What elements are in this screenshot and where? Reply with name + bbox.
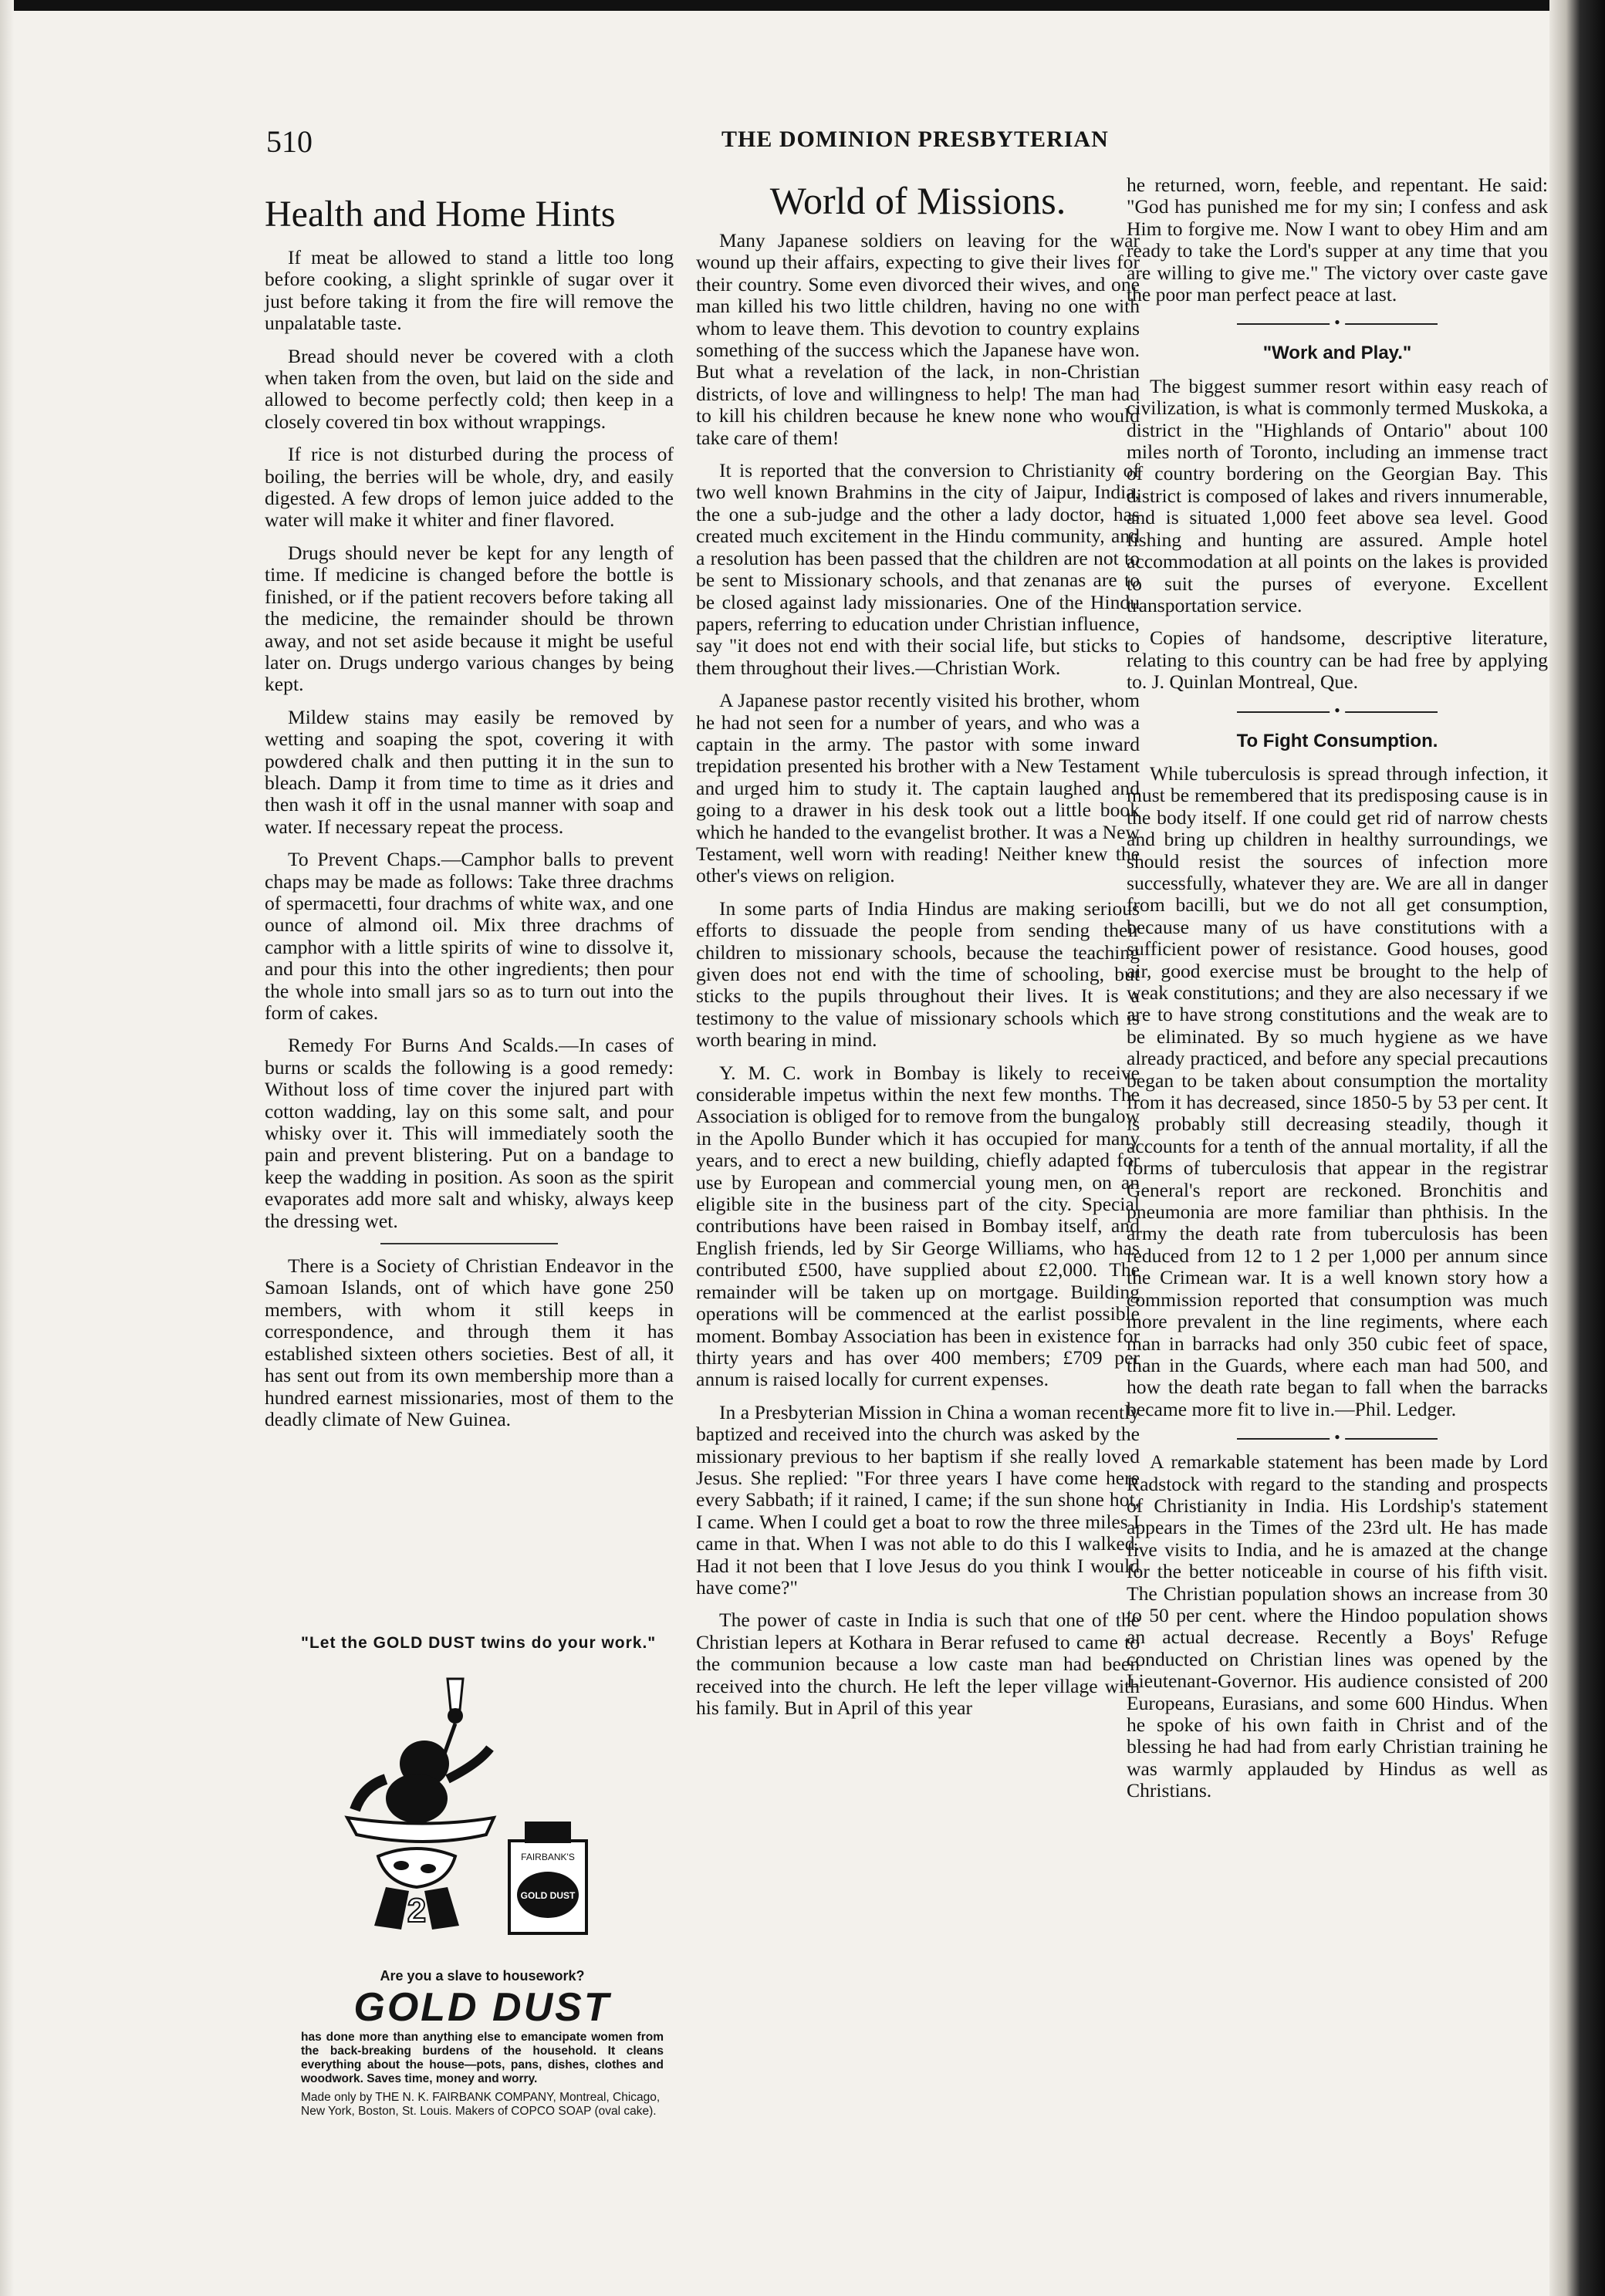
consumption-title: To Fight Consumption. bbox=[1236, 730, 1438, 751]
ad-maker-text: Made only by THE N. K. FAIRBANK COMPANY, Montreal, Chicago, New York, Boston, St. Louis. Makers of COPCO SOAP (oval cake). bbox=[301, 2091, 661, 2118]
running-head: THE DOMINION PRESBYTERIAN bbox=[721, 127, 1109, 152]
ad-box-label: GOLD DUST bbox=[520, 1890, 576, 1901]
ad-body-text: has done more than anything else to emancipate women from the back-breaking burdens of the household. It cleans everything about the house—pots, pans, dishes, clothes and woodwork. Saves time, money and worry. bbox=[301, 2031, 664, 2085]
scan-border-right bbox=[1549, 0, 1605, 2296]
work-paragraph: Copies of handsome, descriptive literature, relating to this country can be had free by applying to. J. Quinlan Montreal, Que. bbox=[1127, 626, 1548, 694]
scan-border-left bbox=[0, 0, 14, 2296]
svg-text:2: 2 bbox=[407, 1892, 427, 1930]
ornament-divider bbox=[1237, 1431, 1438, 1447]
health-paragraph: Remedy For Burns And Scalds.—In cases of burns or scalds the following is a good remedy: Without loss of time cover the injured part with cotton wadding, lay on this some salt, and pour whisky over it. This will immediately sooth the pain and prevent blistering. Put on a bandage to keep the wadding in position. As soon as the spirit evaporates add more salt and whisky, always keep the dressing wet. bbox=[265, 1034, 674, 1232]
missions-paragraph: Many Japanese soldiers on leaving for the war wound up their affairs, expecting to give their lives for their country. Some even divorced their wives, and one man killed his two little children, having no one with whom to leave them. This devotion to country explains something of the success which the Japanese have won. But what a revelation of the lack, in non-Christian districts, of love and willingness to help! The man had to kill his children because he knew none who would take care of them! bbox=[696, 229, 1140, 449]
missions-paragraph: A Japanese pastor recently visited his brother, whom he had not seen for a number of years, and who was a captain in the army. The pastor with some inward trepidation presented his brother with a New Testament and urged him to study it. The captain laughed and going to a drawer in his desk took out a little book which he handed to the evangelist brother. It was a New Testament, well worn with reading! Neither knew the other's views on religion. bbox=[696, 689, 1140, 887]
ad-slogan: "Let the GOLD DUST twins do your work." bbox=[301, 1634, 657, 1652]
endeavor-paragraph: There is a Society of Christian Endeavor in the Samoan Islands, ont of which have gone 250 members, with whom it still keeps in correspondence, and through them it has established sixteen others societies. Best of all, it has sent out from its own membership more than a hundred earnest missionaries, most of them to the deadly climate of New Guinea. bbox=[265, 1254, 674, 1430]
page-number: 510 bbox=[266, 124, 313, 159]
work-paragraph: The biggest summer resort within easy reach of civilization, is what is commonly termed Muskoka, a district in the "Highlands of Ontario" about 100 miles north of Toronto, including an immense tract of country bordering on the Georgian Bay. This district is composed of lakes and rivers innumerable, and is situated 1,000 feet above sea level. Good fishing and hunting are assured. Ample hotel accommodation at all points on the lakes is provided to suit the purses of everyone. Excellent transportation service. bbox=[1127, 374, 1548, 616]
health-paragraph: Drugs should never be kept for any length of time. If medicine is changed before the bottle is finished, or if the patient recovers before taking all the medicine, the remainder should be thrown away, and not set aside because it might be useful later on. Drugs undergo various changes by being kept. bbox=[265, 541, 674, 696]
missions-title: World of Missions. bbox=[769, 179, 1066, 222]
consumption-paragraph: While tuberculosis is spread through infection, it must be remembered that its predisposing cause is in the body itself. If one could get rid of narrow chests and bring up children in healthy surroundings, we should resist the sources of infection more successfully, whatever they are. We are all in danger from bacilli, but we do not all get consumption, because many of us have constitutions with a sufficient power of resistance. Good houses, good air, good exercise must be brought to the help of weak constitutions; and they are also necessary if we are to have strong constitutions and the weak are to be eliminated. By so much hygiene as we have already practiced, and before any special precautions began to be taken about consumption the mortality from it has decreased, since 1850-5 by 53 per cent. It is probably still decreasing steadily, though it accounts for a tenth of the annual mortality, if all the forms of tuberculosis that appear in the registrar General's report are reckoned. Bronchitis and pneumonia are more familiar than phthisis. In the army the death rate from tuberculosis has been reduced from 12 to 1 2 per 1,000 per annum since the Crimean war. It is a well known story how a commission reported that consumption was much more prevalent in the line regiments, where each man in barracks had only 350 cubic feet of space, than in the Guards, where each man had 500, and how the death rate began to fall when the barracks became more fit to live in.—Phil. Ledger. bbox=[1127, 761, 1548, 1420]
ad-product-name: GOLD DUST bbox=[353, 1985, 611, 2030]
ad-question: Are you a slave to housework? bbox=[380, 1968, 585, 1984]
work-and-play-title: "Work and Play." bbox=[1262, 343, 1412, 364]
health-paragraph: Bread should never be covered with a cloth when taken from the oven, but laid on the side and allowed to become perfectly cold; then keep in a closely covered tin box without wrappings. bbox=[265, 344, 674, 433]
health-column bbox=[265, 177, 674, 1441]
radstock-paragraph: A remarkable statement has been made by Lord Radstock with regard to the standing and prospects of Christianity in India. His Lordship's statement appears in the Times of the 23rd ult. He has made five visits to India, and he is amazed at the change for the better noticeable in course of his fifth visit. The Christian population shows an increase from 30 to 50 per cent. where the Hindoo population shows an actual decrease. Recently a Boys' Refuge conducted on Christian lines was opened by the Lieutenant-Governor. His audience consisted of 200 Europeans, Eurasians, and some 600 Hindus. When he spoke of his own faith in Christ and of the blessing he had had from early Christian training he was warmly applauded by Hindus as well as Christians. bbox=[1127, 1450, 1548, 1802]
health-paragraph: If meat be allowed to stand a little too long before cooking, a slight sprinkle of sugar over it just before taking it from the fire will remove the unpalatable taste. bbox=[265, 246, 674, 335]
ornament-divider bbox=[1237, 704, 1438, 720]
health-title: Health and Home Hints bbox=[265, 194, 616, 235]
ornament-divider bbox=[1237, 316, 1438, 332]
gold-dust-ad bbox=[301, 1634, 664, 2119]
third-column bbox=[1127, 174, 1548, 1813]
health-paragraph: To Prevent Chaps.—Camphor balls to prevent chaps may be made as follows: Take three drachms of spermacetti, four drachms of white wax, and one ounce of almond oil. Mix three drachms of camphor with a little spirits of wine to dissolve it, and pour this into the other ingredients; then pour the whole into small jars so as to turn out into the form of cakes. bbox=[265, 848, 674, 1024]
gold-dust-twins-illustration bbox=[301, 1663, 664, 1957]
missions-paragraph: Y. M. C. work in Bombay is likely to receive considerable impetus within the next few months. The Association is obliged for to remove from the bungalow in the Apollo Bunder which it has occupied for many years, and to erect a new building, chiefly adapted for use by European and commercial young men, on an eligible site in the business part of the city. Special contributions have been raised in Bombay itself, and English friends, led by Sir George Williams, who has contributed £500, have supplied about £2,000. The remainder will be taken up on mortgage. Building operations will be commenced at the earlist possible moment. Bombay Association has been in existence for thirty years and has over 400 members; £709 per annum is raised locally for current expenses. bbox=[696, 1061, 1140, 1391]
missions-column bbox=[696, 177, 1140, 1730]
section-divider bbox=[380, 1243, 558, 1244]
missions-paragraph: In some parts of India Hindus are making serious efforts to dissuade the people from sending their children to missionary schools, because the teaching given does not end with the time of schooling, but sticks to the pupils throughout their lives. It is a testimony to the value of missionary schools which is worth bearing in mind. bbox=[696, 896, 1140, 1052]
missions-continuation: he returned, worn, feeble, and repentant. He said: "God has punished me for my sin; I confess and ask Him to forgive me. Now I want to obey Him and am ready to take the Lord's supper at any time that you are willing to give me." The victory over caste gave the poor man perfect peace at last. bbox=[1127, 174, 1548, 306]
health-paragraph: Mildew stains may easily be removed by wetting and soaping the spot, covering it with powdered chalk and then putting it in the sun to bleach. Damp it from time to time as it dries and then wash it off in the usnal manner with soap and water. If necessary repeat the process. bbox=[265, 705, 674, 838]
missions-paragraph: It is reported that the conversion to Christianity of two well known Brahmins in the city of Jaipur, India, the one a sub-judge and the other a lady doctor, has created much excitement in the Hindu community, and a resolution has been passed that the children are not to be sent to Missionary schools, and that zenanas are to be closed against lady missionaries. One of the Hindu papers, referring to education under Christian influence, say "it does not end with their social life, but sticks to them throughout their lives.—Christian Work. bbox=[696, 459, 1140, 679]
svg-text:FAIRBANK'S: FAIRBANK'S bbox=[521, 1852, 575, 1862]
health-paragraph: If rice is not disturbed during the process of boiling, the berries will be whole, dry, and easily digested. A few drops of lemon juice added to the water will make it whiter and finer flavored. bbox=[265, 443, 674, 532]
missions-paragraph: In a Presbyterian Mission in China a woman recently baptized and received into the church was asked by the missionary previous to her baptism if she really loved Jesus. She replied: "For three years I have come here every Sabbath; if it rained, I came; if the sun shone hot, I came. When I could get a boat to row the three miles I came in that. When I was not able to do this I walked. Had it not been that I love Jesus do you think I would have come?" bbox=[696, 1400, 1140, 1599]
scan-border-top bbox=[0, 0, 1605, 11]
missions-paragraph: The power of caste in India is such that one of the Christian lepers at Kothara in Berar refused to came to the communion because a low caste man had been received into the church. He left the leper village with his family. But in April of this year bbox=[696, 1609, 1140, 1719]
